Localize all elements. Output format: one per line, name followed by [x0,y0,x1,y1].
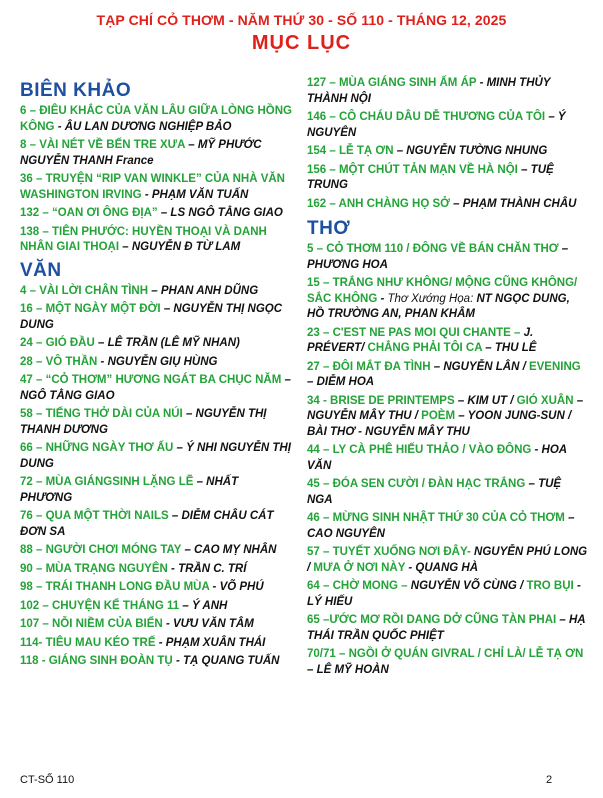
toc-entry [307,511,589,542]
toc-entry [307,360,589,391]
entry-author: - ÂU LAN DƯƠNG NGHIỆP BẢO [57,120,232,133]
toc-entry [307,144,589,160]
section-title-tho: THƠ [307,218,351,239]
entry-title: – ĐÓA SEN CƯỜI / ĐÀN HẠC TRẮNG [323,478,526,490]
entry-title: – LỄ TẠ ƠN [329,145,394,157]
entry-author: – CAO MỴ NHÂN [184,544,277,556]
entry-title: – MỘT CHÚT TẢN MẠN VỀ HÀ NỘI [329,163,518,176]
page-number: 90 [20,562,33,575]
toc-entry [307,197,589,213]
footer-page-number: 2 [546,774,553,786]
page-number: 47 [20,374,33,386]
page-number: 154 [307,145,327,157]
entry-title: – VÔ THẦN [36,355,98,368]
page-number: 46 [307,512,320,524]
entry-title: – CÔ CHÁU DÂU DỄ THƯƠNG CỦA TÔI [329,111,546,123]
entry-title: – “CỎ THƠM” HƯƠNG NGÁT BA CHỤC NĂM [36,374,282,386]
page-number: 88 [20,544,33,556]
entry-author: - HOA VĂN [307,444,567,472]
entry-author: NGUYỄN PHÚ LONG / [307,546,588,574]
page-number: 23 [307,326,320,339]
section-tho [307,242,589,678]
toc-entry [20,104,292,135]
page-number: 64 [307,580,320,592]
entry-author: – DIỄM CHÂU CÁT ĐƠN SA [20,510,274,538]
entry-title: –ƯỚC MƠ RỒI DANG DỞ CŨNG TÀN PHAI [323,614,557,626]
entry-author: – HẠ THÁI TRẦN QUỐC PHIỆT [307,614,586,642]
entry-author: – NGUYỄN MÂY THU / [307,394,584,422]
page-number: 15 [307,277,320,289]
page-number: 28 [20,355,33,368]
page-number: 146 [307,111,327,123]
entry-title: TIÊU MAU KÉO TRẾ [45,636,156,649]
entry-title: – TIÊN PHƯỚC: HUYỀN THOẠI VÀ DANH NHÂN GIAI THOẠI [20,225,267,253]
entry-author: - LÝ HIẾU [307,580,581,608]
entry-title: – GIÓ ĐẦU [36,337,95,349]
entry-title: – CỎ THƠM 110 / ĐÔNG VỀ BÁN CHĂN THƠ [316,243,559,255]
entry-title: – CHUYỆN KỂ THÁNG 11 [42,599,180,612]
toc-entry [20,373,292,404]
section-van-continued [307,76,589,212]
entry-title: – “OAN ƠI ÔNG ĐỊA” [42,207,158,219]
entry-author: – MỸ PHƯỚC NGUYỄN THANH France [20,139,262,167]
entry-author: – NGUYỄN Đ TỪ LAM [122,241,241,253]
page-number: 66 [20,442,33,454]
toc-entry [307,326,589,357]
page-number: 58 [20,408,33,420]
toc-entry [20,336,292,352]
entry-title: EVENING [528,360,581,373]
toc-entry [20,543,292,559]
entry-author: – NHẤT PHƯƠNG [20,476,239,504]
entry-author: – PHAN ANH DŨNG [151,284,259,297]
entry-title: – NỖI NIỀM CỦA BIỂN [42,618,163,630]
entry-title: – ANH CHÀNG HỌ SỞ [329,197,450,210]
entry-title: - BRISE DE PRINTEMPS [323,394,455,407]
page-number: 65 [307,614,320,626]
entry-author: - TẠ QUANG TUẤN [175,655,280,667]
page-number: 34 [307,394,320,407]
page-number: 5 [307,243,314,255]
entry-author: – LS NGÔ TẰNG GIAO [160,207,283,219]
toc-entry [307,443,589,474]
entry-author: - PHẠM XUÂN THÁI [158,636,266,649]
toc-entry [20,407,292,438]
entry-author: - MINH THỦY THÀNH NỘI [307,77,551,105]
toc-entry [307,477,589,508]
entry-title: – NGƯỜI CHƠI MÓNG TAY [36,544,182,556]
toc-entry [307,545,589,576]
entry-title: GIÓ XUÂN [516,394,574,407]
section-bien-khao [20,104,292,256]
toc-entry [307,613,589,644]
toc-entry [307,110,589,141]
entry-author: – THU LÊ [485,342,537,354]
toc-entry [20,509,292,540]
toc-entry [20,617,292,633]
entry-title: TRO BỤI [526,580,574,592]
entry-title: – TRUYỆN “RIP VAN WINKLE” CỦA NHÀ VĂN WASHINGTON IRVING [20,173,285,201]
page-number: 16 [20,303,33,315]
entry-title: – TRÁI THANH LONG ĐẦU MÙA [36,581,210,593]
page-number: 8 [20,139,27,151]
toc-entry [20,225,292,256]
entry-title: – NHỮNG NGÀY THƠ ẤU [36,442,174,454]
entry-author: – CAO NGUYÊN [307,512,575,540]
toc-entry [20,284,292,300]
page-number: 156 [307,163,327,176]
entry-title: – VÀI LỜI CHÂN TÌNH [29,284,149,297]
toc-entry [20,475,292,506]
entry-title: – MÙA GIÁNGSINH LẶNG LẼ [36,476,194,488]
entry-title: – ĐÔI MẮT ĐA TÌNH [323,360,431,373]
page-number: 57 [307,546,320,558]
entry-title: – ĐIÊU KHẮC CỦA VĂN LÂU GIỮA LÒNG HỒNG KÔNG [20,105,292,133]
toc-entry [20,441,292,472]
entry-title: – NGỒI Ở QUÁN GIVRAL / CHỈ LÀ/ LỄ TẠ ƠN [338,648,584,660]
right-column [307,76,589,681]
entry-title: – MÙA TRẠNG NGUYÊN [36,562,168,575]
entry-author: J. PRÉVERT/ [307,326,534,354]
toc-entry [20,206,292,222]
toc-entry [20,172,292,203]
toc-entry [307,647,589,678]
entry-author: – KIM UT / [457,394,514,407]
page-number: 70/71 [307,648,336,660]
page-number: 102 [20,599,40,612]
entry-author: – LÊ MỸ HOÀN [307,663,389,676]
entry-note: Thơ Xướng Họa: [387,292,474,305]
toc-entry [20,580,292,596]
toc-entry [20,654,292,670]
entry-author: - QUANG HÀ [408,561,479,574]
page-number: 4 [20,284,27,297]
entry-author: – YOON JUNG-SUN / BÀI THƠ - NGUYỄN MÂY THU [307,410,572,438]
entry-title: – VÀI NÉT VỀ BẾN TRE XƯA [29,139,186,151]
page-number: 36 [20,173,33,185]
entry-author: – PHẠM THÀNH CHÂU [453,197,577,210]
entry-author: – TUỆ NGA [307,478,562,506]
toc-entry [20,636,292,652]
entry-title: – MÙA GIÁNG SINH ẤM ÁP [329,77,477,89]
entry-title: – TUYẾT XUỐNG NƠI ĐÂY- [323,546,471,558]
entry-title: – TRẮNG NHƯ KHÔNG/ MỘNG CŨNG KHÔNG/ SẮC KHÔNG [307,277,578,305]
entry-author: – NGUYỄN THỊ NGỌC DUNG [20,303,283,331]
entry-author: – DIỄM HOA [307,376,375,388]
masthead: TẠP CHÍ CỎ THƠM - NĂM THỨ 30 - SỐ 110 - THÁNG 12, 2025 [96,12,507,28]
toc-entry [20,355,292,371]
entry-title: POÈM [421,410,456,422]
entry-author: - PHẠM VĂN TUẤN [144,188,249,201]
section-title-bien-khao: BIÊN KHẢO [20,80,132,101]
entry-title: – TIẾNG THỞ DÀI CỦA NÚI [36,408,183,420]
page-number: 132 [20,207,40,219]
toc-entry [307,579,589,610]
page-title: MỤC LỤC [251,32,352,54]
toc-entry [307,242,589,273]
entry-title: – LY CÀ PHÊ HIẾU THẢO / VÀO ĐÔNG [323,444,532,456]
page-number: 6 [20,105,27,117]
entry-author: – NGUYỄN THỊ THANH DƯƠNG [20,408,267,436]
footer-issue: CT-SỐ 110 [20,774,75,786]
entry-author: - NGUYỄN GIỤ HÙNG [100,355,218,368]
entry-author: – PHƯƠNG HOA [307,243,569,271]
toc-entry [20,138,292,169]
entry-author: – NGÔ TẰNG GIAO [20,374,291,402]
entry-author: – Ý NGUYÊN [307,111,566,139]
toc-entry [307,394,589,441]
toc-entry [20,562,292,578]
entry-author: - TRẦN C. TRÍ [171,562,247,575]
toc-entry [307,163,589,194]
page-number: 107 [20,618,40,630]
page-number: 27 [307,360,320,373]
page-number: 162 [307,197,327,210]
toc-entry [20,302,292,333]
entry-author: – Ý NHI NGUYỄN THỊ DUNG [20,442,291,470]
entry-title: – MỪNG SINH NHẬT THỨ 30 CỦA CỎ THƠM [323,512,565,524]
page-number: 118 [20,655,39,667]
entry-title: - GIÁNG SINH ĐOÀN TỤ [41,655,173,667]
entry-author: – TUỆ TRUNG [307,163,554,191]
page-number: 98 [20,581,33,593]
toc-entry [307,276,589,323]
entry-author: - VƯU VĂN TÂM [165,618,254,630]
entry-author: – NGUYỄN LÂN / [433,360,526,373]
page-number: 72 [20,476,33,488]
entry-title: MƯA Ở NƠI NÀY [313,561,406,574]
page-number: 76 [20,510,33,522]
entry-author: - VÕ PHÚ [212,581,264,593]
toc-entry [307,76,589,107]
page-number: 24 [20,337,33,349]
entry-title: – C'EST NE PAS MOI QUI CHANTE – [323,326,521,339]
entry-author: – Ý ANH [182,599,228,612]
entry-title: CHẲNG PHẢI TÔI CA [367,342,483,354]
entry-title: – QUA MỘT THỜI NAILS [36,510,169,522]
page-header [0,12,603,55]
entry-title: – MỘT NGÀY MỘT ĐỜI [36,303,161,315]
entry-author: – NGUYỄN TƯỜNG NHUNG [396,145,548,157]
toc-entry [20,599,292,615]
entry-author: – LÊ TRẦN (LÊ MỸ NHAN) [98,337,240,349]
entry-title: – CHỜ MONG – [323,580,408,592]
entry-author: NT NGỌC DUNG, HỒ TRƯỜNG AN, PHAN KHÂM [307,292,570,320]
entry-author: - [380,292,388,305]
left-column [20,76,292,673]
page-number: 44 [307,444,320,456]
page-number: 138 [20,225,40,238]
page-number: 114- [20,636,43,649]
section-van [20,284,292,670]
section-title-van: VĂN [20,259,62,281]
page-number: 127 [307,77,327,89]
entry-author: NGUYỄN VÕ CÙNG / [410,580,524,592]
page-number: 45 [307,478,320,490]
